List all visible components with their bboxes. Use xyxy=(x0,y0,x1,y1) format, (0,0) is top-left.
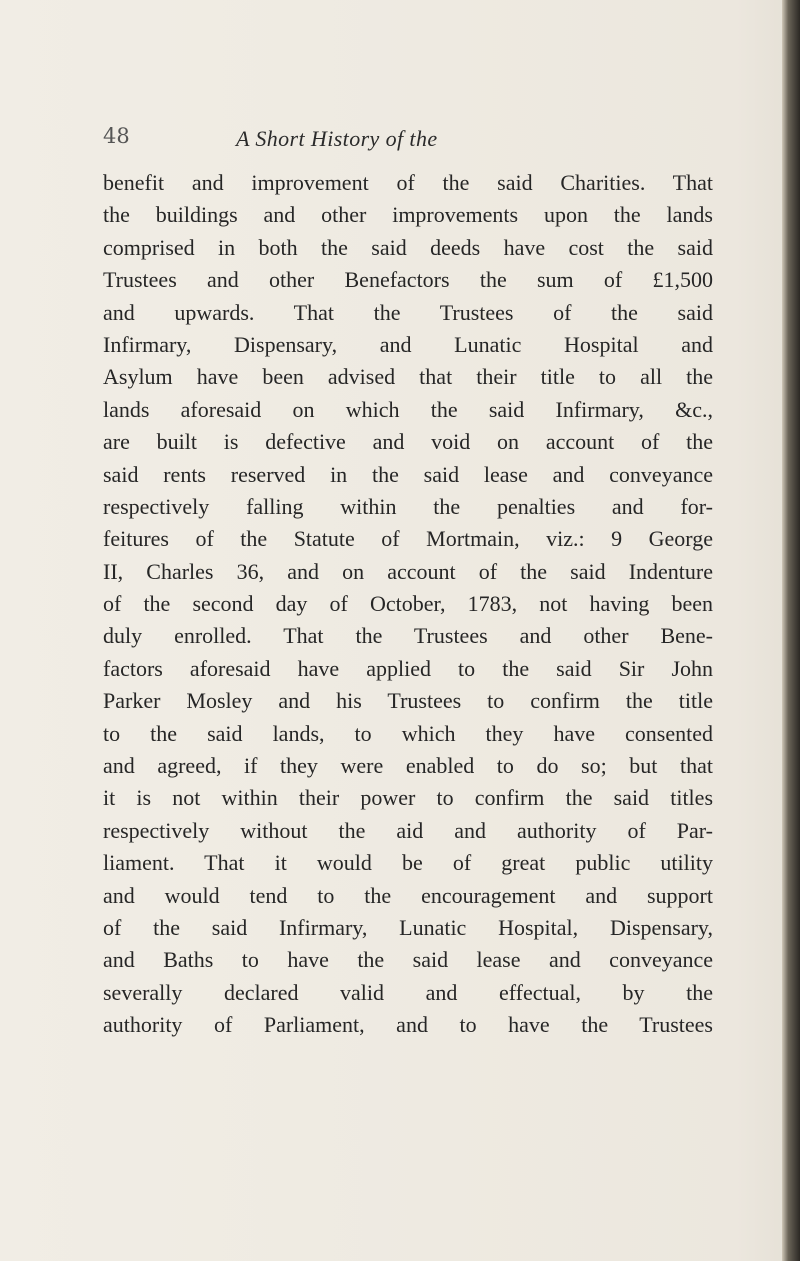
page-number: 48 xyxy=(103,124,130,148)
text-line: and Baths to have the said lease and conveyance xyxy=(103,947,713,973)
text-line: liament. That it would be of great public utility xyxy=(103,850,713,876)
page-spine-edge xyxy=(782,0,800,1261)
text-line: of the said Infirmary, Lunatic Hospital, Dispensary, xyxy=(103,914,713,940)
text-line: the buildings and other improvements upon the lands xyxy=(103,202,713,228)
text-line: and upwards. That the Trustees of the said xyxy=(103,299,713,325)
text-line: and agreed, if they were enabled to do so; but that xyxy=(103,753,713,779)
running-title: A Short History of the xyxy=(236,126,438,151)
text-line: respectively without the aid and authority of Par- xyxy=(103,817,713,843)
text-line: Trustees and other Benefactors the sum of £1,500 xyxy=(103,267,713,293)
text-line: and would tend to the encouragement and support xyxy=(103,882,713,908)
text-line: lands aforesaid on which the said Infirmary, &c., xyxy=(103,396,713,422)
text-line: Parker Mosley and his Trustees to confirm the title xyxy=(103,688,713,714)
text-line: benefit and improvement of the said Charities. That xyxy=(103,170,713,195)
text-line: to the said lands, to which they have consented xyxy=(103,720,713,746)
text-line: II, Charles 36, and on account of the said Indenture xyxy=(103,558,713,584)
page-header xyxy=(103,124,723,164)
text-line: of the second day of October, 1783, not having been xyxy=(103,591,713,617)
text-line: feitures of the Statute of Mortmain, viz.: 9 George xyxy=(103,526,713,552)
text-line: comprised in both the said deeds have cost the said xyxy=(103,234,713,260)
text-line: severally declared valid and effectual, by the xyxy=(103,979,713,1005)
text-line: Infirmary, Dispensary, and Lunatic Hospital and xyxy=(103,331,713,357)
text-line: respectively falling within the penalties and for- xyxy=(103,493,713,519)
text-line: Asylum have been advised that their title to all the xyxy=(103,364,713,390)
text-line: said rents reserved in the said lease and conveyance xyxy=(103,461,713,487)
body-text xyxy=(103,167,713,1042)
text-line: it is not within their power to confirm the said titles xyxy=(103,785,713,811)
text-line: are built is defective and void on account of the xyxy=(103,429,713,455)
text-line: authority of Parliament, and to have the Trustees xyxy=(103,1012,713,1038)
text-line: factors aforesaid have applied to the said Sir John xyxy=(103,655,713,681)
text-line: duly enrolled. That the Trustees and other Bene- xyxy=(103,623,713,649)
